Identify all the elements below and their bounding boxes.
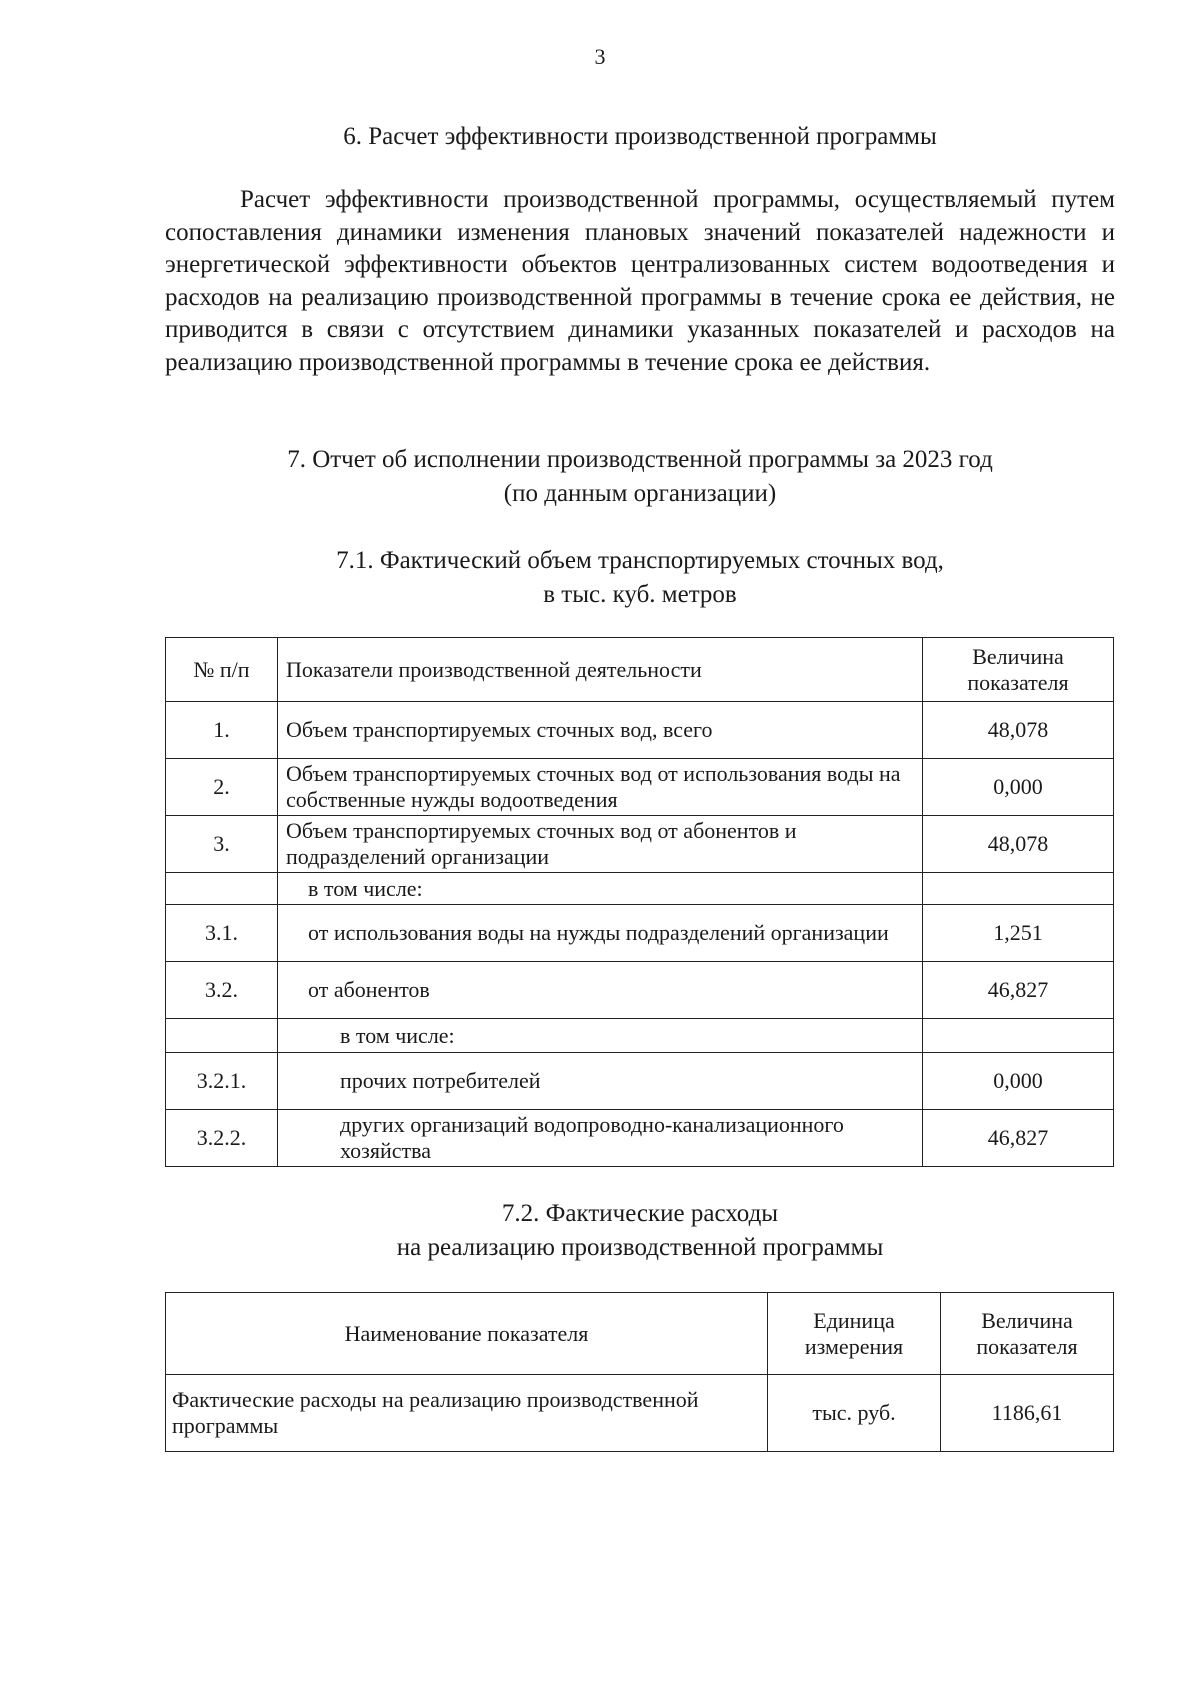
header-value [941,1293,1114,1375]
row-num [166,873,278,905]
section-7-heading-line1: 7. Отчет об исполнении производственной программы за 2023 год [287,446,993,473]
table-row [166,1375,1114,1452]
header-value-line2: показателя [967,669,1069,695]
table-row [166,873,1114,905]
header-value [923,638,1114,702]
row-value: 1186,61 [941,1375,1114,1452]
table-row [166,816,1114,873]
row-num: 3.1. [166,905,278,962]
row-value: 0,000 [923,1053,1114,1110]
header-unit-line2: измерения [804,1333,904,1359]
header-value-line2: показателя [976,1333,1078,1359]
header-num: № п/п [166,638,278,702]
page-number: 3 [594,44,606,69]
header-name: Наименование показателя [166,1293,768,1375]
table-7-2-heading-line2: на реализацию производственной программы [396,1234,884,1261]
table-row [166,905,1114,962]
expenses-table [165,1292,1114,1452]
table-row [166,1019,1114,1053]
header-unit [768,1293,941,1375]
row-value: 48,078 [923,816,1114,873]
row-name: прочих потребителей [278,1053,923,1110]
row-name: в том числе: [278,873,923,905]
table-row [166,1110,1114,1167]
table-row [166,962,1114,1019]
row-name: Объем транспортируемых сточных вод от абонентов и подразделений организации [278,816,923,873]
row-value [923,873,1114,905]
header-name: Показатели производственной деятельности [278,638,923,702]
row-num [166,1019,278,1053]
row-value: 46,827 [923,1110,1114,1167]
volume-table [165,637,1114,1167]
row-value: 46,827 [923,962,1114,1019]
table-header-row [166,638,1114,702]
row-num: 3.2.1. [166,1053,278,1110]
row-unit: тыс. руб. [768,1375,941,1452]
header-value-line1: Величина [972,643,1064,669]
row-num: 3.2. [166,962,278,1019]
row-num: 3.2.2. [166,1110,278,1167]
header-value-line1: Величина [981,1307,1073,1333]
table-header-row [166,1293,1114,1375]
table-7-1-heading-line2: в тыс. куб. метров [543,581,737,608]
section-6-paragraph: Расчет эффективности производственной программы, осуществляемый путем сопоставления динамики изменения плановых значений показателей надежности и энергетической эффективности объектов централизованных систем водоотведения и расходов на реализацию производственной программы в течение срока ее действия, не приводится в связи с отсутствием динамики указанных показателей и расходов на реализацию производственной программы в течение срока ее действия. [165,186,1115,376]
row-name: от абонентов [278,962,923,1019]
row-num: 2. [166,759,278,816]
table-7-1-heading-line1: 7.1. Фактический объем транспортируемых сточных вод, [336,547,944,574]
table-7-2-heading-line1: 7.2. Фактические расходы [501,1200,779,1227]
table-row [166,759,1114,816]
row-num: 1. [166,702,278,759]
row-num: 3. [166,816,278,873]
header-unit-line1: Единица [813,1307,895,1333]
row-name: других организаций водопроводно-канализационного хозяйства [278,1110,923,1167]
table-row [166,702,1114,759]
row-name: от использования воды на нужды подразделений организации [278,905,923,962]
section-7-heading-line2: (по данным организации) [503,480,777,507]
row-name: Объем транспортируемых сточных вод от использования воды на собственные нужды водоотведения [278,759,923,816]
section-6-heading: 6. Расчет эффективности производственной программы [343,123,937,150]
row-value: 0,000 [923,759,1114,816]
row-name: Объем транспортируемых сточных вод, всего [278,702,923,759]
row-value [923,1019,1114,1053]
row-value: 48,078 [923,702,1114,759]
row-name: Фактические расходы на реализацию производственной программы [166,1375,768,1452]
row-name: в том числе: [278,1019,923,1053]
row-value: 1,251 [923,905,1114,962]
table-row [166,1053,1114,1110]
